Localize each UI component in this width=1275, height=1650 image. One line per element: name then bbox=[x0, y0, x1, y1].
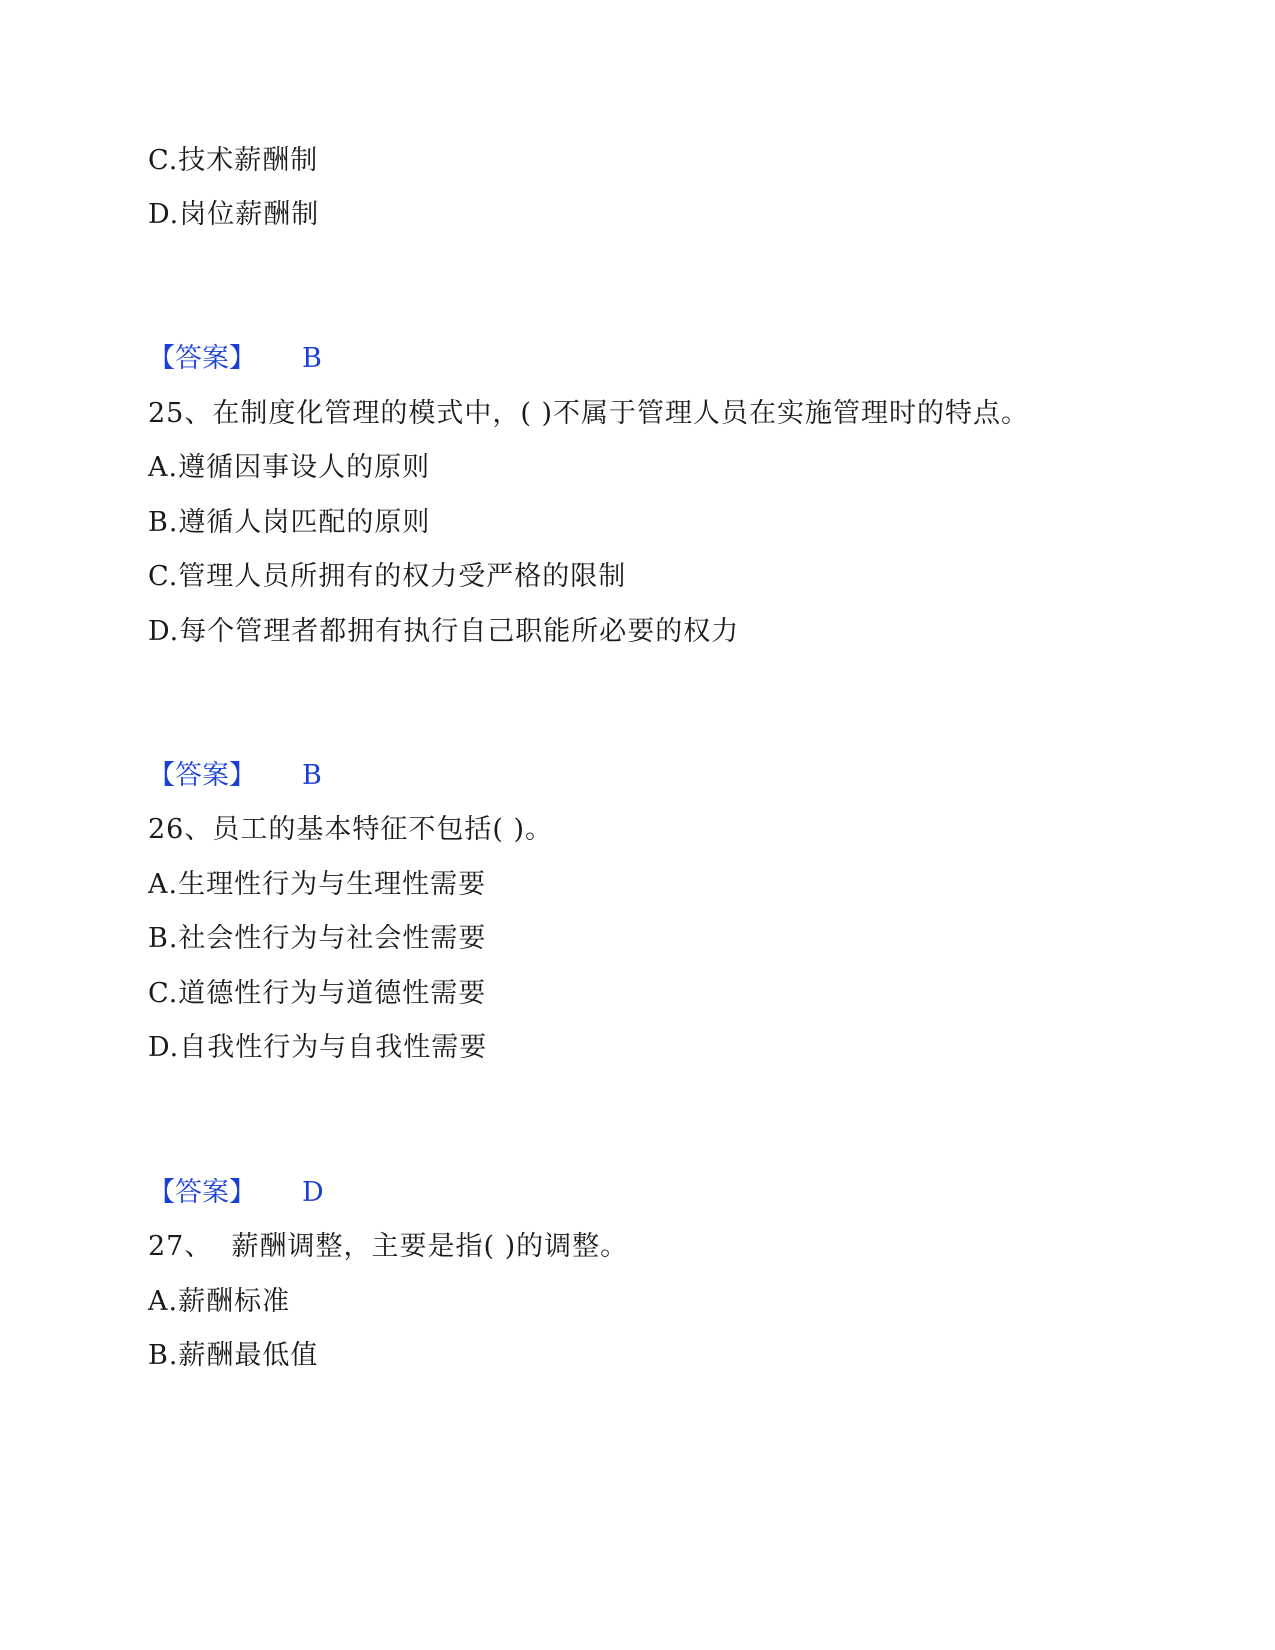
option-c-prev: C.技术薪酬制 bbox=[148, 145, 319, 176]
answer-tag: 【答案】 bbox=[148, 1177, 256, 1208]
answer-line-26 bbox=[148, 1176, 324, 1210]
answer-line-24 bbox=[148, 342, 322, 376]
answer-line-25 bbox=[148, 759, 322, 793]
answer-tag: 【答案】 bbox=[148, 343, 256, 374]
question-26-option-a: A.生理性行为与生理性需要 bbox=[148, 869, 487, 900]
answer-tag: 【答案】 bbox=[148, 760, 256, 791]
question-25-stem: 25、在制度化管理的模式中，( )不属于管理人员在实施管理时的特点。 bbox=[148, 398, 1030, 429]
question-25-option-a: A.遵循因事设人的原则 bbox=[148, 452, 431, 483]
question-27-stem: 27、 薪酬调整，主要是指( )的调整。 bbox=[148, 1231, 629, 1262]
question-26-stem: 26、员工的基本特征不包括( )。 bbox=[148, 814, 554, 845]
question-25-option-d: D.每个管理者都拥有执行自己职能所必要的权力 bbox=[148, 616, 740, 647]
answer-value: B bbox=[302, 343, 322, 374]
option-d-prev: D.岗位薪酬制 bbox=[148, 199, 320, 230]
question-25-option-b: B.遵循人岗匹配的原则 bbox=[148, 507, 431, 538]
question-26-option-b: B.社会性行为与社会性需要 bbox=[148, 923, 487, 954]
question-27-option-a: A.薪酬标准 bbox=[148, 1286, 291, 1317]
question-26-option-d: D.自我性行为与自我性需要 bbox=[148, 1032, 488, 1063]
answer-value: B bbox=[302, 760, 322, 791]
answer-value: D bbox=[302, 1177, 324, 1208]
question-26-option-c: C.道德性行为与道德性需要 bbox=[148, 978, 487, 1009]
question-25-option-c: C.管理人员所拥有的权力受严格的限制 bbox=[148, 561, 627, 592]
question-27-option-b: B.薪酬最低值 bbox=[148, 1340, 319, 1371]
